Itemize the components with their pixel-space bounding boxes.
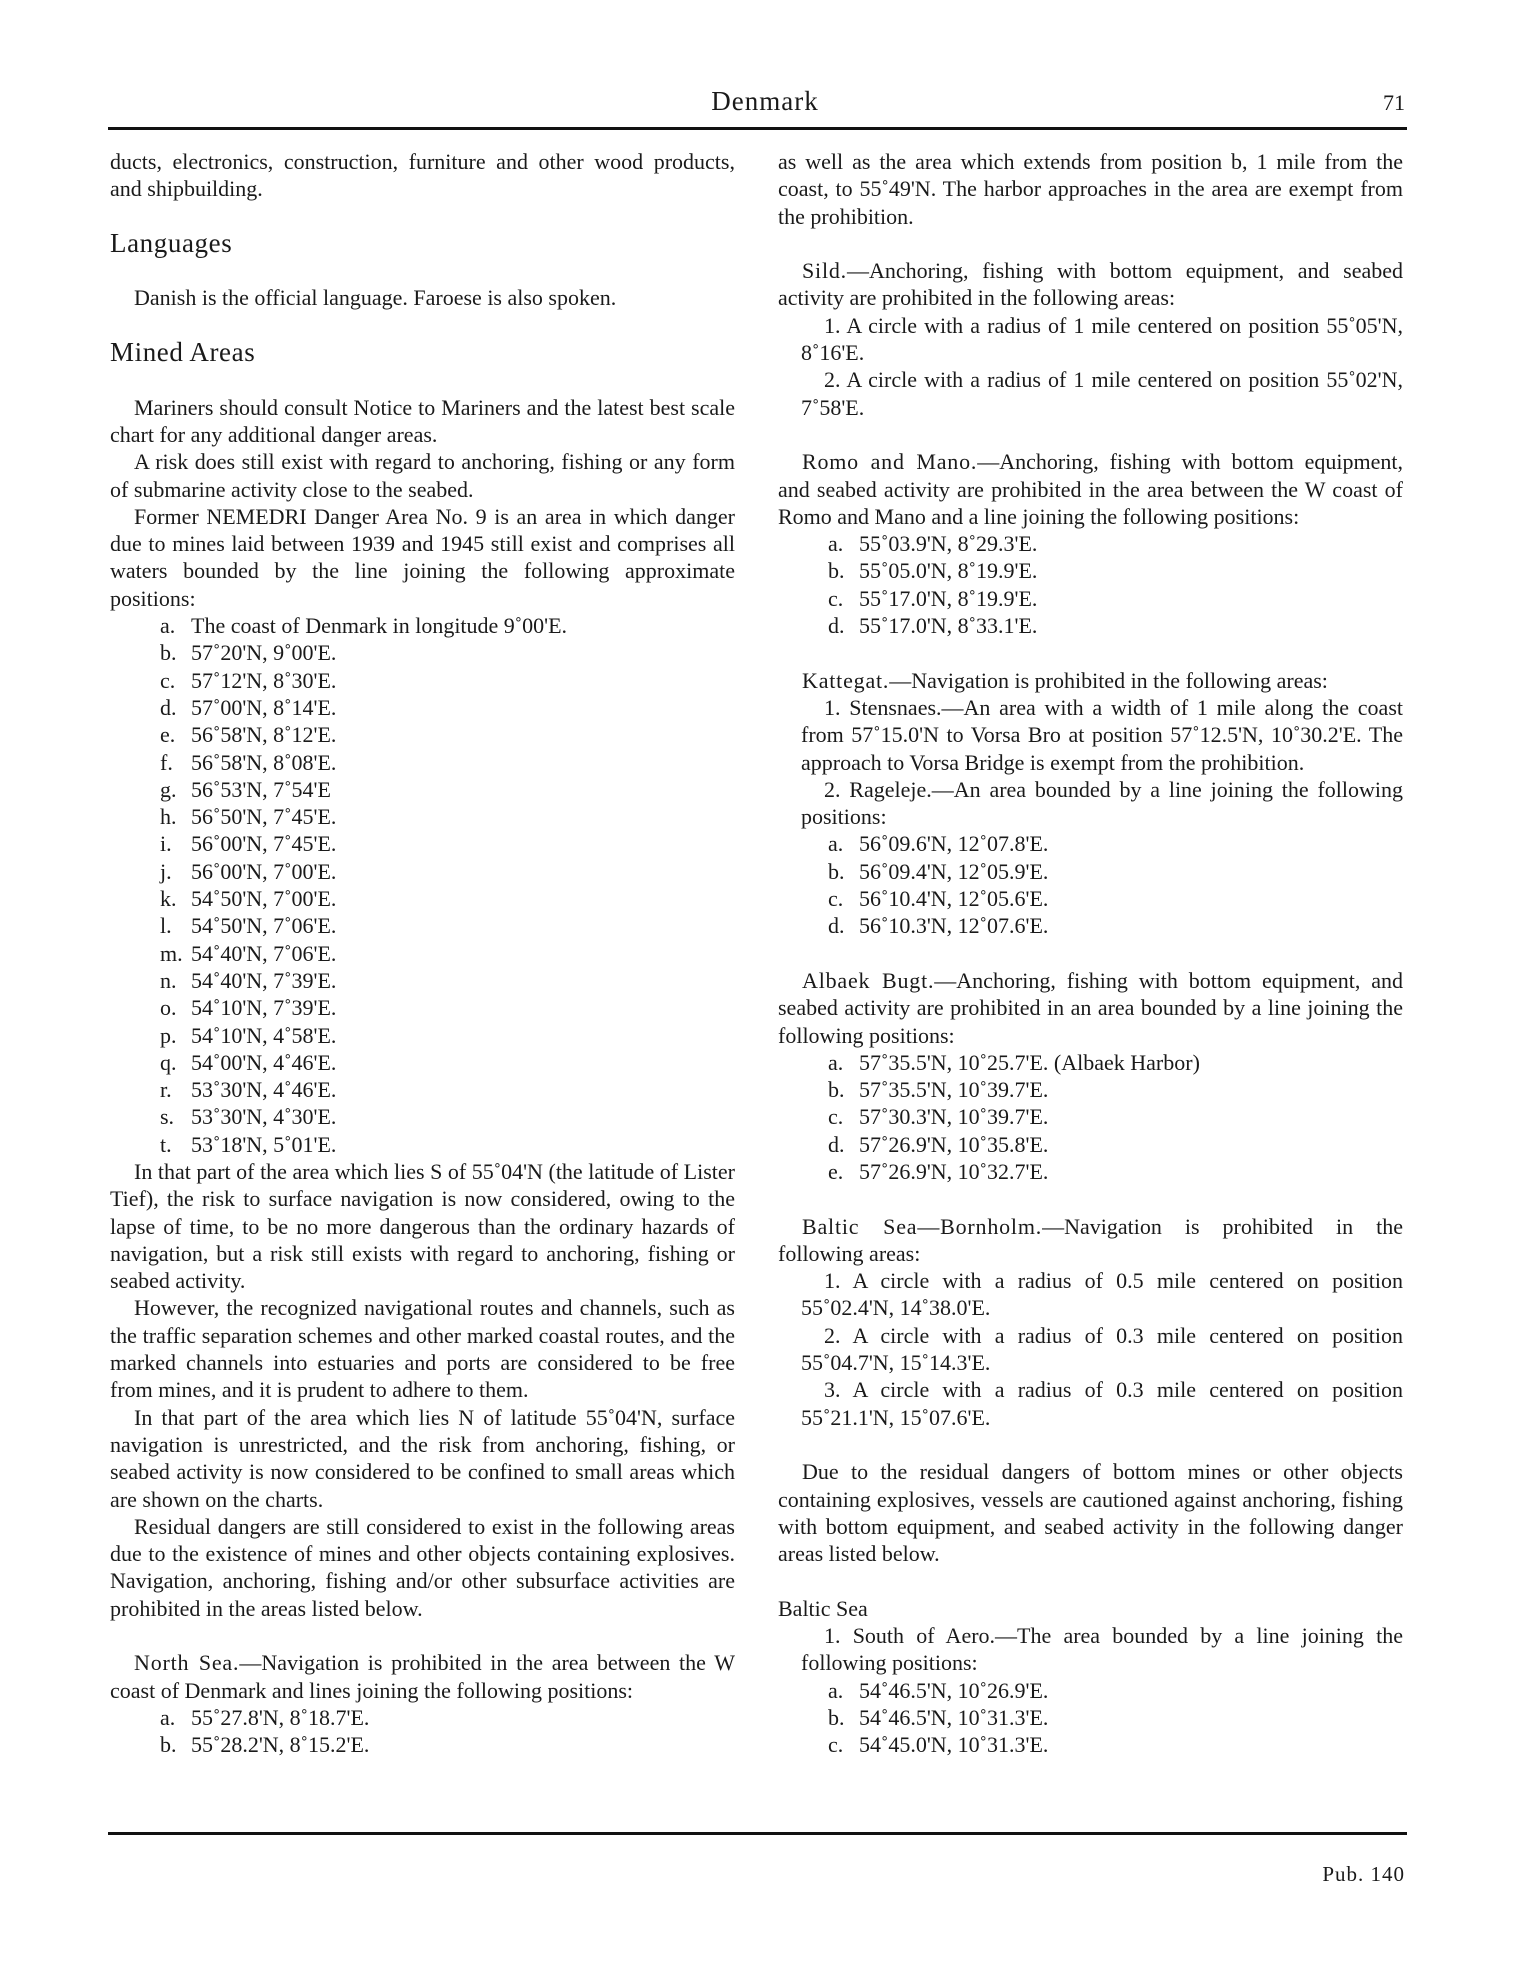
list-item-label: c. — [828, 1104, 844, 1130]
position-list-item — [110, 830, 735, 857]
position-list-item — [778, 530, 1403, 557]
list-item-label: e. — [828, 1158, 844, 1184]
position-list-item — [110, 1131, 735, 1158]
list-item-text: 56˚09.6'N, 12˚07.8'E. — [859, 831, 1049, 857]
list-item-text: 55˚17.0'N, 8˚19.9'E. — [859, 585, 1038, 611]
position-list-item — [110, 940, 735, 967]
position-list-item — [110, 994, 735, 1021]
position-list-item — [778, 557, 1403, 584]
header-rule — [108, 127, 1407, 130]
position-list-item — [110, 1103, 735, 1130]
list-item-label: s. — [160, 1104, 175, 1130]
list-item-label: d. — [160, 694, 177, 720]
position-list-item — [778, 1158, 1403, 1185]
list-item-label: p. — [160, 1022, 177, 1048]
numbered-item: 1. A circle with a radius of 0.5 mile centered on position 55˚02.4'N, 14˚38.0'E. — [801, 1268, 1403, 1321]
numbered-item: 1. Stensnaes.—An area with a width of 1 mile along the coast from 57˚15.0'N to Vorsa Bro at position 57˚12.5'N, 10˚30.2'E. The approach to Vorsa Bridge is exempt from the prohibition. — [801, 694, 1403, 775]
list-item-label: b. — [828, 858, 845, 884]
position-list-item — [778, 1731, 1403, 1758]
paragraph: Residual dangers are still considered to exist in the following areas due to the existence of mines and other objects containing explosives. Navigation, anchoring, fishing and/or other subsurface activities are prohibited in the areas listed below. — [110, 1513, 735, 1621]
run-in-title: Sild. — [802, 258, 847, 284]
paragraph-text: —Anchoring, fishing with bottom equipment, and seabed activity are prohibited in the area between the W coast of Romo and Mano and a line joining the following positions: — [778, 449, 1403, 529]
position-list-item — [778, 885, 1403, 912]
blank-line — [110, 203, 735, 230]
list-item-label: g. — [160, 776, 177, 802]
position-list-item — [110, 1731, 735, 1758]
list-item-label: b. — [828, 1077, 845, 1103]
list-item-label: r. — [160, 1077, 172, 1103]
position-list-item — [110, 694, 735, 721]
paragraph: Former NEMEDRI Danger Area No. 9 is an area in which danger due to mines laid between 1939 and 1945 still exist and comprises all waters bounded by the line joining the following approximate positions: — [110, 503, 735, 611]
list-item-text: 54˚45.0'N, 10˚31.3'E. — [859, 1732, 1049, 1758]
list-item-label: q. — [160, 1049, 177, 1075]
run-in-title: North Sea. — [134, 1650, 240, 1676]
list-item-label: i. — [160, 831, 172, 857]
paragraph: In that part of the area which lies N of latitude 55˚04'N, surface navigation is unrestricted, and the risk from anchoring, fishing, or seabed activity is now considered to be confined to small areas which are shown on the charts. — [110, 1404, 735, 1512]
list-item-text: 54˚50'N, 7˚06'E. — [191, 913, 337, 939]
list-item-text: 56˚58'N, 8˚12'E. — [191, 722, 337, 748]
numbered-item: 2. A circle with a radius of 0.3 mile centered on position 55˚04.7'N, 15˚14.3'E. — [801, 1322, 1403, 1376]
position-list-item — [110, 858, 735, 885]
position-list-item — [778, 1103, 1403, 1130]
position-list-item — [778, 585, 1403, 612]
list-item-text: 56˚09.4'N, 12˚05.9'E. — [859, 858, 1049, 884]
position-list-item — [110, 667, 735, 694]
blank-line — [778, 230, 1403, 257]
blank-line — [778, 1567, 1403, 1594]
list-item-text: 56˚00'N, 7˚45'E. — [191, 831, 337, 857]
numbered-item: 1. A circle with a radius of 1 mile centered on position 55˚05'N, 8˚16'E. — [801, 312, 1403, 366]
list-item-text: The coast of Denmark in longitude 9˚00'E. — [191, 613, 568, 639]
list-item-label: d. — [828, 913, 845, 939]
position-list-item — [778, 912, 1403, 939]
section-heading: Languages — [110, 227, 233, 258]
list-item-text: 54˚40'N, 7˚06'E. — [191, 940, 337, 966]
footer-rule — [108, 1832, 1407, 1835]
list-item-text: 57˚30.3'N, 10˚39.7'E. — [859, 1104, 1049, 1130]
left-column — [110, 148, 735, 1759]
paragraph: Due to the residual dangers of bottom mines or other objects containing explosives, vessels are cautioned against anchoring, fishing with bottom equipment, and seabed activity in the following danger areas listed below. — [778, 1459, 1403, 1567]
run-in-title: Romo and Mano. — [802, 449, 978, 475]
blank-line — [110, 1622, 735, 1649]
list-item-label: f. — [160, 749, 173, 775]
position-list-item — [778, 1076, 1403, 1103]
list-item-label: a. — [828, 1049, 844, 1075]
list-item-text: 56˚00'N, 7˚00'E. — [191, 858, 337, 884]
list-item-text: 53˚30'N, 4˚30'E. — [191, 1104, 337, 1130]
position-list-item — [110, 749, 735, 776]
list-item-label: b. — [828, 1704, 845, 1730]
list-item-label: a. — [160, 1704, 176, 1730]
right-column — [778, 148, 1403, 1759]
paragraph: Mariners should consult Notice to Mariners and the latest best scale chart for any additional danger areas. — [110, 394, 735, 447]
position-list-item — [778, 858, 1403, 885]
position-list-item — [110, 721, 735, 748]
paragraph — [778, 1213, 1403, 1268]
list-item-text: 57˚26.9'N, 10˚35.8'E. — [859, 1131, 1049, 1157]
blank-line — [110, 366, 735, 393]
paragraph-text: —Navigation is prohibited in the following areas: — [778, 1213, 1403, 1266]
paragraph — [778, 448, 1403, 530]
list-item-label: c. — [828, 1732, 844, 1758]
position-list-item — [778, 1131, 1403, 1158]
run-in-title: Baltic Sea—Bornholm. — [802, 1213, 1043, 1239]
blank-line — [778, 1431, 1403, 1458]
paragraph: Baltic Sea — [778, 1595, 868, 1621]
list-item-label: b. — [828, 558, 845, 584]
list-item-label: l. — [160, 913, 172, 939]
list-item-text: 55˚05.0'N, 8˚19.9'E. — [859, 558, 1038, 584]
position-list-item — [778, 830, 1403, 857]
position-list-item — [778, 1049, 1403, 1076]
list-item-label: m. — [160, 940, 183, 966]
numbered-item: 2. A circle with a radius of 1 mile centered on position 55˚02'N, 7˚58'E. — [801, 367, 1403, 420]
running-header-title: Denmark — [711, 86, 819, 116]
list-item-text: 53˚18'N, 5˚01'E. — [191, 1131, 337, 1157]
list-item-text: 57˚20'N, 9˚00'E. — [191, 640, 337, 666]
list-item-text: 54˚40'N, 7˚39'E. — [191, 967, 337, 993]
list-item-text: 57˚35.5'N, 10˚25.7'E. (Albaek Harbor) — [859, 1049, 1200, 1075]
paragraph: However, the recognized navigational routes and channels, such as the traffic separation schemes and other marked coastal routes, and the marked channels into estuaries and ports are considered to be free from mines, and it is prudent to adhere to them. — [110, 1295, 735, 1403]
list-item-text: 54˚50'N, 7˚00'E. — [191, 886, 337, 912]
paragraph — [778, 667, 1403, 694]
blank-line — [778, 1185, 1403, 1212]
list-item-label: c. — [828, 886, 844, 912]
list-item-label: b. — [160, 640, 177, 666]
section-heading: Mined Areas — [110, 337, 256, 368]
position-list-item — [110, 1076, 735, 1103]
list-item-text: 56˚10.4'N, 12˚05.6'E. — [859, 886, 1049, 912]
list-item-text: 54˚00'N, 4˚46'E. — [191, 1049, 337, 1075]
list-item-label: e. — [160, 722, 176, 748]
list-item-label: b. — [160, 1732, 177, 1758]
blank-line — [778, 421, 1403, 448]
blank-line — [778, 639, 1403, 666]
list-item-label: c. — [828, 585, 844, 611]
paragraph-text: —Anchoring, fishing with bottom equipment, and seabed activity are prohibited in an area bounded by a line joining the following positions: — [778, 967, 1403, 1048]
list-item-label: a. — [828, 531, 844, 557]
list-item-text: 55˚27.8'N, 8˚18.7'E. — [191, 1704, 370, 1730]
numbered-item: 2. Rageleje.—An area bounded by a line joining the following positions: — [801, 776, 1403, 830]
paragraph-text: —Navigation is prohibited in the following areas: — [889, 667, 1328, 693]
list-item-text: 57˚12'N, 8˚30'E. — [191, 667, 337, 693]
paragraph: In that part of the area which lies S of 55˚04'N (the latitude of Lister Tief), the risk to surface navigation is now considered, owing to the lapse of time, to be no more dangerous than the ordinary hazards of navigation, but a risk still exists with regard to anchoring, fishing or seabed activity. — [110, 1158, 735, 1294]
position-list-item — [110, 967, 735, 994]
blank-line — [110, 312, 735, 339]
position-list-item — [110, 639, 735, 666]
paragraph: as well as the area which extends from position b, 1 mile from the coast, to 55˚49'N. The harbor approaches in the area are exempt from the prohibition. — [778, 149, 1403, 229]
numbered-item: 3. A circle with a radius of 0.3 mile centered on position 55˚21.1'N, 15˚07.6'E. — [801, 1377, 1403, 1430]
position-list-item — [110, 776, 735, 803]
list-item-label: k. — [160, 886, 177, 912]
position-list-item — [110, 885, 735, 912]
paragraph: ducts, electronics, construction, furniture and other wood products, and shipbuilding. — [110, 149, 735, 202]
list-item-text: 56˚50'N, 7˚45'E. — [191, 804, 337, 830]
position-list-item — [110, 1704, 735, 1731]
run-in-title: Albaek Bugt. — [802, 967, 935, 993]
list-item-label: o. — [160, 995, 177, 1021]
position-list-item — [778, 612, 1403, 639]
list-item-label: c. — [160, 667, 176, 693]
list-item-text: 56˚53'N, 7˚54'E — [191, 776, 331, 802]
position-list-item — [110, 612, 735, 639]
list-item-text: 55˚17.0'N, 8˚33.1'E. — [859, 613, 1038, 639]
list-item-text: 56˚58'N, 8˚08'E. — [191, 749, 337, 775]
paragraph: A risk does still exist with regard to anchoring, fishing or any form of submarine activity close to the seabed. — [110, 449, 735, 502]
position-list-item — [778, 1704, 1403, 1731]
blank-line — [778, 940, 1403, 967]
list-item-label: d. — [828, 613, 845, 639]
blank-line — [110, 257, 735, 284]
numbered-item: 1. South of Aero.—The area bounded by a line joining the following positions: — [801, 1623, 1403, 1676]
paragraph-text: —Anchoring, fishing with bottom equipment, and seabed activity are prohibited in the following areas: — [778, 258, 1403, 311]
list-item-text: 54˚10'N, 4˚58'E. — [191, 1022, 337, 1048]
paragraph — [778, 967, 1403, 1049]
list-item-text: 56˚10.3'N, 12˚07.6'E. — [859, 913, 1049, 939]
list-item-text: 57˚35.5'N, 10˚39.7'E. — [859, 1077, 1049, 1103]
list-item-label: a. — [828, 1677, 844, 1703]
position-list-item — [110, 912, 735, 939]
list-item-label: h. — [160, 804, 177, 830]
list-item-text: 55˚28.2'N, 8˚15.2'E. — [191, 1732, 370, 1758]
paragraph: Danish is the official language. Faroese is also spoken. — [134, 285, 617, 311]
list-item-label: d. — [828, 1131, 845, 1157]
list-item-text: 54˚46.5'N, 10˚26.9'E. — [859, 1677, 1049, 1703]
list-item-label: a. — [828, 831, 844, 857]
list-item-label: n. — [160, 967, 177, 993]
list-item-label: a. — [160, 613, 176, 639]
paragraph-text: —Navigation is prohibited in the area between the W coast of Denmark and lines joining the following positions: — [110, 1650, 735, 1703]
page-number: 71 — [1383, 90, 1405, 115]
list-item-text: 53˚30'N, 4˚46'E. — [191, 1077, 337, 1103]
list-item-text: 57˚00'N, 8˚14'E. — [191, 694, 337, 720]
list-item-label: j. — [160, 858, 172, 884]
list-item-text: 54˚10'N, 7˚39'E. — [191, 995, 337, 1021]
paragraph — [110, 1649, 735, 1704]
paragraph — [778, 257, 1403, 312]
list-item-text: 57˚26.9'N, 10˚32.7'E. — [859, 1158, 1049, 1184]
list-item-text: 54˚46.5'N, 10˚31.3'E. — [859, 1704, 1049, 1730]
list-item-text: 55˚03.9'N, 8˚29.3'E. — [859, 531, 1038, 557]
position-list-item — [110, 803, 735, 830]
position-list-item — [110, 1022, 735, 1049]
position-list-item — [778, 1677, 1403, 1704]
position-list-item — [110, 1049, 735, 1076]
publication-footer: Pub. 140 — [1322, 1862, 1405, 1886]
run-in-title: Kattegat. — [802, 667, 890, 693]
list-item-label: t. — [160, 1131, 172, 1157]
